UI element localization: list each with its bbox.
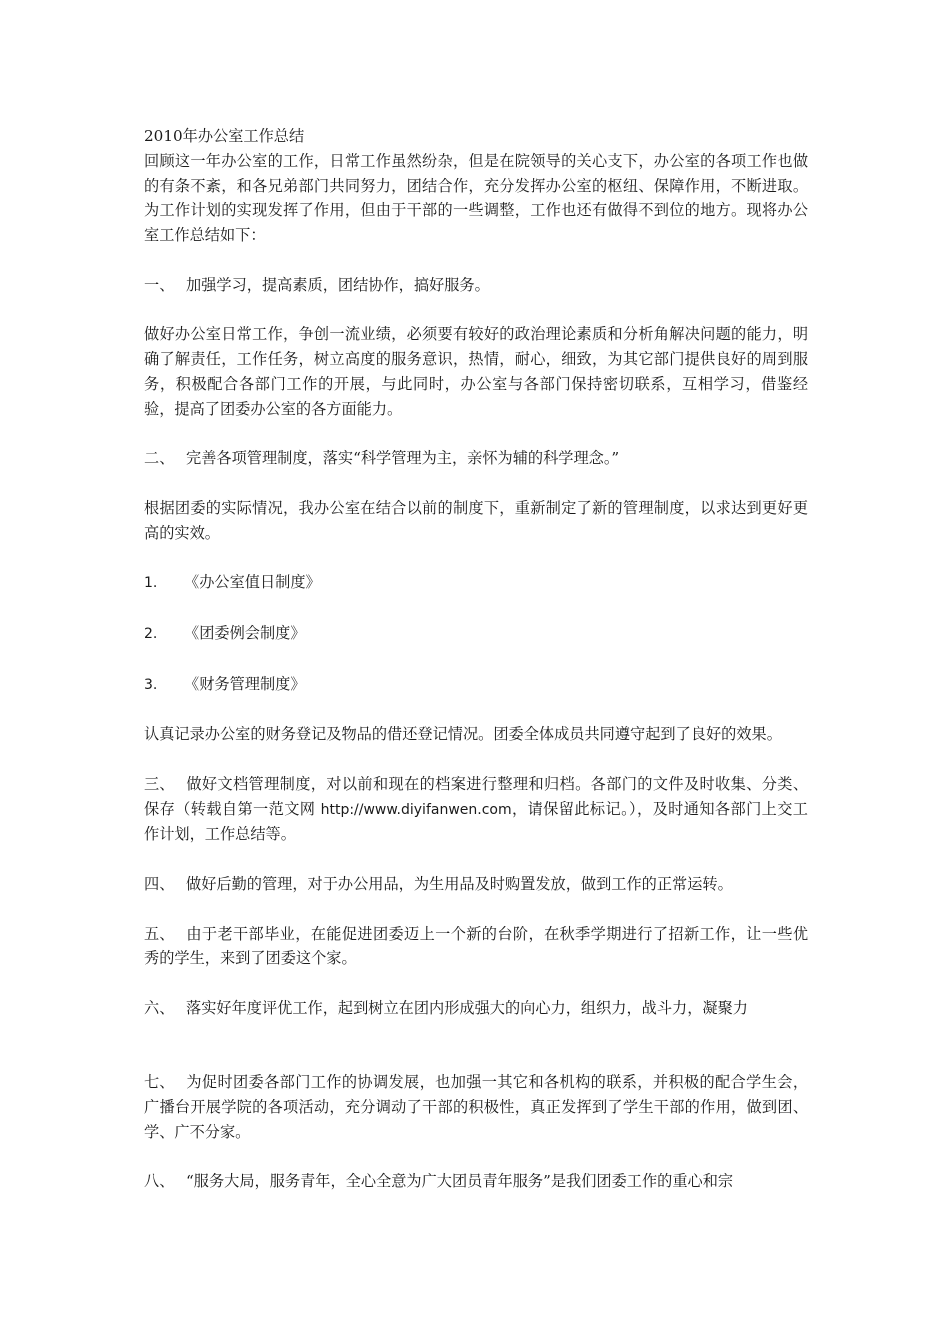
list-item-2 [144,621,808,647]
section-2-number: 二、 [144,449,175,468]
section-2-heading [144,446,808,471]
section-7-text: 为促时团委各部门工作的协调发展，也加强一其它和各机构的联系，并积极的配合学生会，广播台开展学院的各项活动，充分调动了干部的积极性，真正发挥到了学生干部的作用，做到团、学、广不分家。 [144,1073,808,1141]
section-2-tail: 认真记录办公室的财务登记及物品的借还登记情况。团委全体成员共同遵守起到了良好的效果。 [144,725,782,744]
section-6-number: 六、 [144,998,175,1017]
list-item-1-number: 1. [144,575,158,592]
section-3-text-b: ，请保留此标记。），及时通知各部门上交工作计划，工作总结等。 [144,799,808,844]
list-item-1-text: 《办公室值日制度》 [184,573,321,592]
list-item-3-number: 3. [144,676,158,693]
section-4 [144,872,808,897]
document-title: 2010年办公室工作总结 [144,127,305,145]
section-2-body: 根据团委的实际情况，我办公室在结合以前的制度下，重新制定了新的管理制度，以求达到更好更高的实效。 [144,498,808,542]
section-7-number: 七、 [144,1073,175,1092]
section-3-number: 三、 [144,774,175,793]
list-item-2-text: 《团委例会制度》 [184,623,306,642]
section-5 [144,922,808,972]
section-8-text: “服务大局，服务青年，全心全意为广大团员青年服务”是我们团委工作的重心和宗 [186,1172,734,1191]
section-7 [144,1070,808,1144]
section-8 [144,1169,808,1194]
section-4-text: 做好后勤的管理，对于办公用品，为生用品及时购置发放，做到工作的正常运转。 [186,874,733,893]
list-item-2-number: 2. [144,625,158,642]
section-1-heading [144,273,808,298]
section-2-title: 完善各项管理制度，落实“科学管理为主，亲怀为辅的科学理念。” [186,449,620,468]
section-1-number: 一、 [144,275,175,294]
section-5-number: 五、 [144,924,175,943]
section-3 [144,772,808,847]
section-3-text-a: 做好文档管理制度，对以前和现在的档案进行整理和归档。各部门的文件及时收集、分类、保存（转载自第一范文网 [144,774,808,818]
source-url-link[interactable]: http://www.diyifanwen.com [320,801,512,818]
list-item-3 [144,672,808,698]
section-1-title: 加强学习，提高素质，团结协作，搞好服务。 [186,275,490,294]
section-1-body: 做好办公室日常工作，争创一流业绩，必须要有较好的政治理论素质和分析角解决问题的能力，明确了解责任，工作任务，树立高度的服务意识，热情，耐心，细致，为其它部门提供良好的周到服务，积极配合各部门工作的开展，与此同时，办公室与各部门保持密切联系，互相学习，借鉴经验，提高了团委办公室的各方面能力。 [144,325,808,418]
section-4-number: 四、 [144,874,175,893]
section-6-text: 落实好年度评优工作，起到树立在团内形成强大的向心力，组织力，战斗力，凝聚力 [186,998,748,1017]
section-6 [144,996,808,1021]
intro-paragraph: 回顾这一年办公室的工作，日常工作虽然纷杂，但是在院领导的关心支下，办公室的各项工作也做的有条不紊，和各兄弟部门共同努力，团结合作，充分发挥办公室的枢纽、保障作用，不断进取。为工作计划的实现发挥了作用，但由于干部的一些调整，工作也还有做得不到位的地方。现将办公室工作总结如下： [144,151,808,245]
section-8-number: 八、 [144,1172,175,1191]
document-page [144,124,808,1194]
list-item-1 [144,570,808,596]
list-item-3-text: 《财务管理制度》 [184,674,306,693]
section-5-text: 由于老干部毕业，在能促进团委迈上一个新的台阶，在秋季学期进行了招新工作，让一些优秀的学生，来到了团委这个家。 [144,924,808,968]
